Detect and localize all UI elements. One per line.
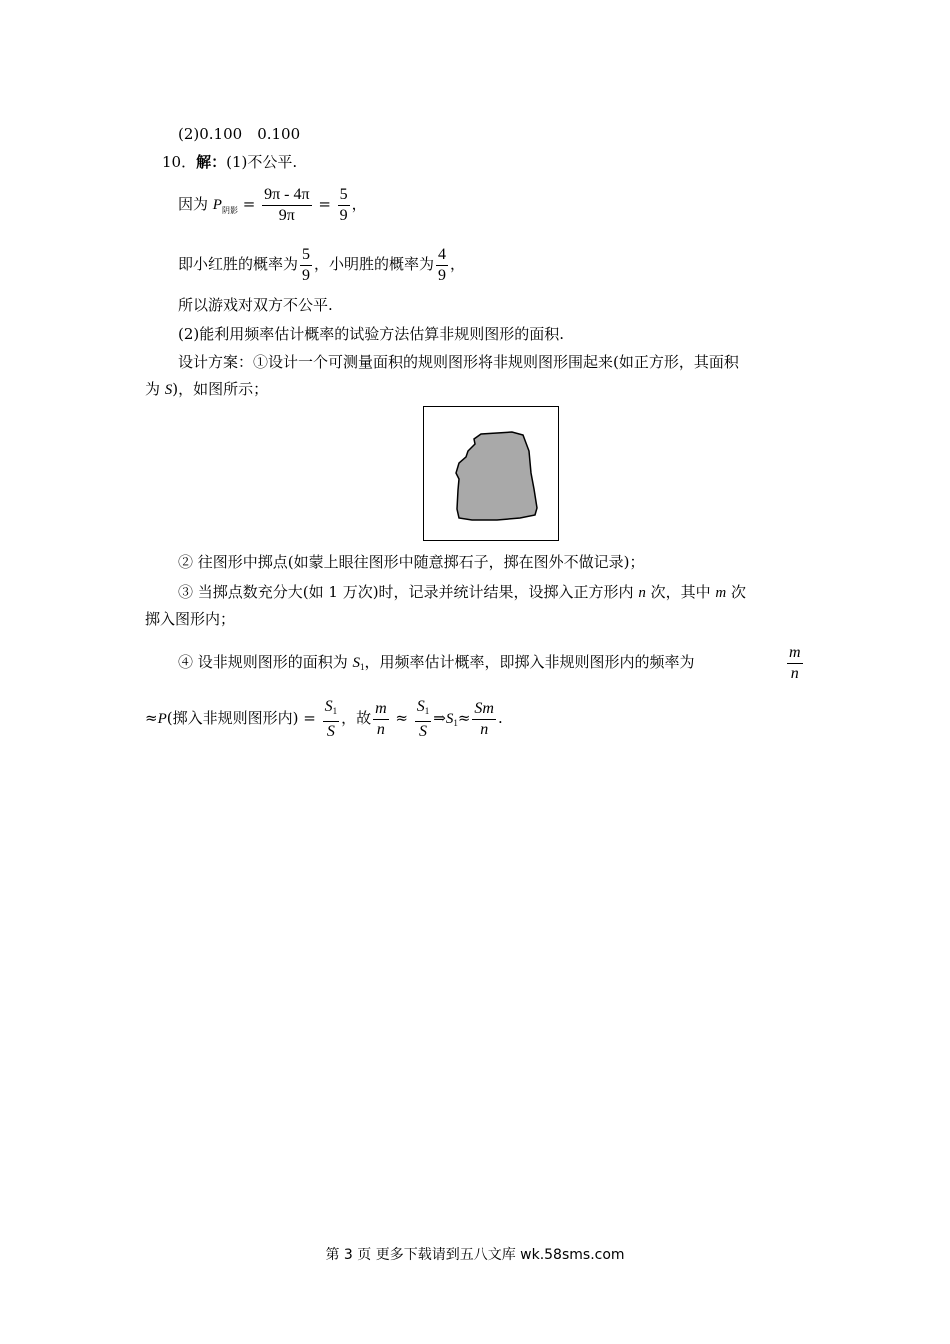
s1-result: S [445,711,454,727]
xiaoming-denominator: 9 [438,266,447,284]
s1-subscript-2: 1 [424,705,430,716]
fraction-result [338,185,350,226]
p-symbol: P [212,197,222,213]
step-4-b: ，用频率估计概率，即掷入非规则图形内的频率为 [364,653,695,671]
q10-part1: (1)不公平. [226,153,298,171]
equals-sign: = [237,195,261,213]
fraction-s1-over-s-2-denominator: S [419,722,428,740]
s1-subscript: 1 [332,705,338,716]
irregular-shape [456,432,537,520]
step-4-line-1 [178,638,695,686]
part2-statement: (2)能利用频率估计概率的试验方法估算非规则图形的面积. [178,325,565,343]
q10-number: 10． [162,153,197,171]
step-3-line-1 [178,582,746,603]
plan-line-2 [145,379,268,400]
final-formula [145,694,503,742]
fraction-s1-over-s-denominator: S [326,722,335,740]
fraction-m-over-n-numerator: m [787,643,803,664]
xiaohong-label: 即小红胜的概率为 [178,255,299,273]
final-therefore: ，故 [341,709,372,727]
s1-letter: S [324,697,333,715]
fraction-sm-over-n-denominator: n [480,720,489,738]
fraction-m-over-n-2-numerator: m [373,699,389,720]
plan-line-2-prefix: 为 [145,380,165,398]
plan-line-1: 设计方案：①设计一个可测量面积的规则图形将非规则图形围起来(如正方形，其面积 [178,353,739,371]
fraction-result-numerator: 5 [338,185,350,206]
final-p-symbol: P [157,711,167,727]
comma-2: ， [450,255,466,273]
area-variable-s: S [164,382,173,398]
step-3-line-2: 掷入图形内； [145,610,236,628]
fraction-s1-over-s-numerator [323,697,340,722]
xiaohong-fraction [300,245,312,286]
q10-label: 解： [196,153,227,171]
approx-sign-2: ≈ [390,709,413,727]
conclusion: 所以游戏对双方不公平. [178,296,333,314]
irregular-shape-diagram [424,407,557,539]
probability-equation [178,180,367,228]
fraction-s1-over-s-2-numerator [415,697,432,722]
q10-heading [162,152,297,172]
because-label: 因为 [178,195,209,213]
xiaoming-fraction [436,245,448,286]
s1-result-subscript: 1 [453,718,458,728]
approx-sign: ≈ [145,709,158,727]
xiaohong-denominator: 9 [302,266,311,284]
approx-sign-3: ≈ [457,709,471,727]
step-4-a: ④ 设非规则图形的面积为 [178,653,353,671]
fraction-m-over-n-denominator: n [790,664,799,682]
implies-sign: ⇒ [433,709,446,727]
variable-s1: S [352,655,361,671]
fraction-m-over-n [787,643,803,684]
plan-line-2-suffix: )，如图所示； [172,380,269,398]
fraction-sm-over-n [472,699,496,740]
fraction-sm-over-n-numerator: Sm [472,699,496,720]
square-enclosure-figure [423,406,559,541]
fraction-area-numerator: 9π - 4π [262,185,311,206]
s1-letter-2: S [416,697,425,715]
final-equals: = [298,709,321,727]
variable-m: m [715,585,727,601]
step-2: ② 往图形中掷点(如蒙上眼往图形中随意掷石子，掷在图外不做记录)； [178,553,645,571]
variable-s1-subscript: 1 [360,662,365,672]
step-3-b: 次，其中 [645,583,716,601]
step-3-c: 次 [726,583,746,601]
p-subscript: 阴影 [221,206,238,215]
fraction-result-denominator: 9 [339,206,348,224]
equals-sign-2: = [313,195,336,213]
fraction-m-over-n-2-denominator: n [376,720,385,738]
fraction-s1-over-s-2 [415,697,432,742]
fraction-area-denominator: 9π [278,206,295,224]
step-3-a: ③ 当掷点数充分大(如 1 万次)时，记录并统计结果，设掷入正方形内 [178,583,639,601]
final-period: . [497,709,503,727]
page-footer: 第 3 页 更多下载请到五八文库 wk.58sms.com [325,1247,625,1263]
xiaoming-numerator: 4 [436,245,448,266]
fraction-s1-over-s [323,697,340,742]
final-event: (掷入非规则图形内) [166,709,299,727]
q9-part2-answer: (2)0.100 0.100 [178,125,301,143]
fraction-area [262,185,311,226]
comma: ， [351,195,367,213]
xiaohong-numerator: 5 [300,245,312,266]
win-probabilities [178,240,465,288]
variable-n: n [638,585,646,601]
step-4-frac-m-n [785,638,805,686]
xiaoming-label: ，小明胜的概率为 [314,255,435,273]
fraction-m-over-n-2 [373,699,389,740]
